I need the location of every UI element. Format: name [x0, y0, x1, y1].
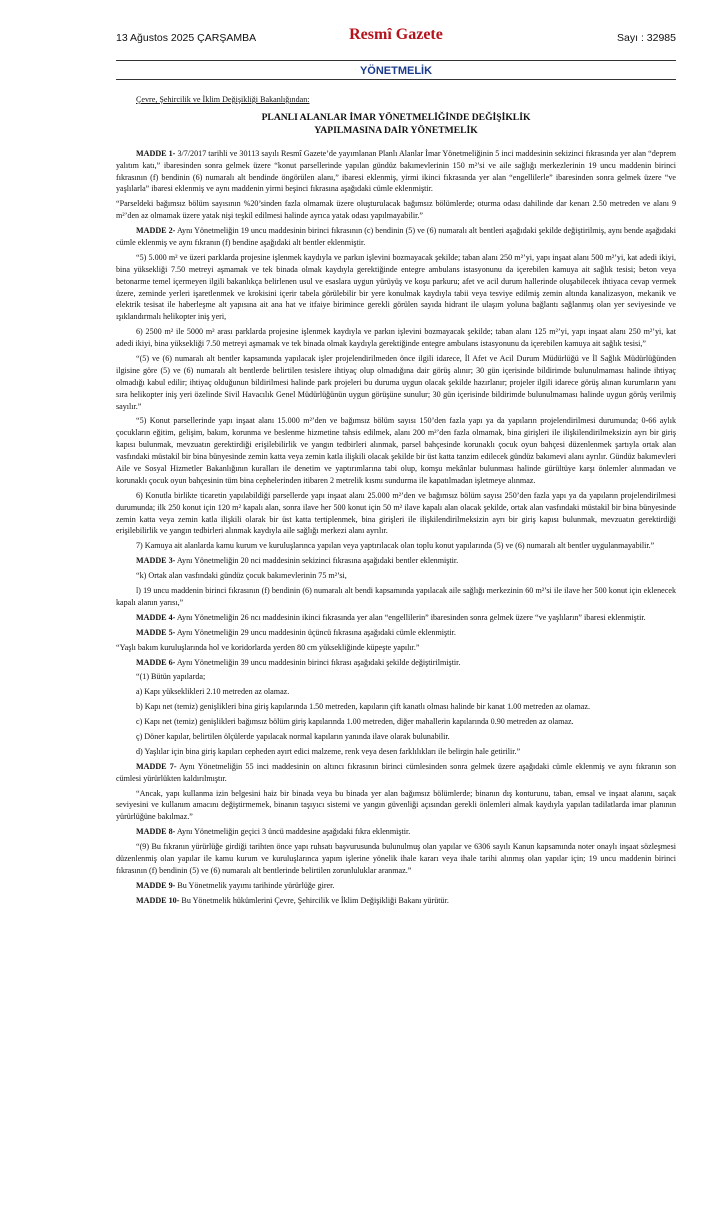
article-number: MADDE 5- — [136, 627, 176, 637]
article-paragraph — [116, 880, 676, 892]
paragraph-text: d) Yaşlılar için bina giriş kapıları cepheden ayırt edici malzeme, renk veya desen farklılıkları ile belirgin hale getirilir.” — [136, 746, 521, 756]
paragraph-text: “k) Ortak alan vasfındaki gündüz çocuk bakımevlerinin 75 m²’si, — [136, 571, 347, 581]
article-number: MADDE 10- — [136, 895, 180, 905]
paragraph-text: Aynı Yönetmeliğin 26 ncı maddesinin ikinci fıkrasında yer alan “engellilerin” ibaresinden sonra gelmek üzere “ve yaşlıların” ibaresi eklenmiştir. — [175, 612, 646, 622]
issue-date: 13 Ağustos 2025 ÇARŞAMBA — [116, 32, 257, 44]
text-paragraph — [116, 731, 676, 743]
article-paragraph — [116, 895, 676, 907]
article-number: MADDE 1- — [136, 148, 176, 158]
paragraph-text: Aynı Yönetmeliğin 19 uncu maddesinin birinci fıkrasının (c) bendinin (5) ve (6) numaralı alt bentleri aşağıdaki şekilde değiştirilmiş, aynı bende aşağıdaki cümle eklenmiş ve aynı fıkranın (f) bendine aşağıdaki alt bentler eklenmiştir. — [116, 226, 676, 247]
article-number: MADDE 4- — [136, 612, 176, 622]
regulation-title-line-2: YAPILMASINA DAİR YÖNETMELİK — [314, 124, 478, 136]
regulation-title-line-1: PLANLI ALANLAR İMAR YÖNETMELİĞİNDE DEĞİŞİKLİK — [261, 111, 531, 123]
text-paragraph — [116, 252, 676, 323]
paragraph-text: 6) Konutla birlikte ticaretin yapılabildiği parsellerde yapı inşaat alanı 25.000 m²’den ve bağımsız bölüm sayısı 250’den fazla yapı ya da yapıların projelendirilmesi durumunda; ilk 250 konut için 120 m² kapalı alan, sonra ilave her 500 konut için 50 m² ilave kapalı alan olacak şekilde, ortak alan vasfındaki müstakil bir bina bünyesinde zemin katta veya zemin katla ilişkili olarak bir üst katta tertiplenmek, bina girişleri ile ilişkilendirilmeksizin ayrı bir giriş kapısı bulunmak, mevzuatın gerektirdiği erişilebilirlik ve yangın tedbirleri alınmak kaydıyla aile sağlığı merkezi alanı ayrılır. — [116, 490, 676, 536]
text-paragraph — [116, 415, 676, 486]
section-label: YÖNETMELİK — [116, 65, 676, 80]
paragraph-text: “(5) ve (6) numaralı alt bentler kapsamında yapılacak işler projelendirilmeden önce ilgili idarece, İl Afet ve Acil Durum Müdürlüğü ve İl Sağlık Müdürlüğünden ilgisine göre (5) ve (6) numaralı alt bentlerde belirtilen tesislere ihtiyaç olup olmadığına dair görüş alınır; 30 gün içerisinde bildirimde bulunulmaması halinde ihtiyaç olmadığı kabul edilir; ihtiyaç olduğunun bildirilmesi halinde park projeleri bu duruma uygun olacak şekilde hazırlanır; projeler ilgili idarece görüş alınan kurumların yanı sıra helikopter iniş yeri özelinde Sivil Havacılık Genel Müdürlüğünün uygun görüşüne sunulur; 30 gün içerisinde bildirimde bulunulmaması halinde uygun görüş verilmiş sayılır.” — [116, 354, 676, 411]
paragraph-text: Bu Yönetmelik hükümlerini Çevre, Şehircilik ve İklim Değişikliği Bakanı yürütür. — [179, 895, 449, 905]
gazette-name: Resmî Gazete — [349, 26, 443, 43]
paragraph-text: Aynı Yönetmeliğin 39 uncu maddesinin birinci fıkrası aşağıdaki şekilde değiştirilmiştir. — [175, 657, 461, 667]
article-number: MADDE 6- — [136, 657, 176, 667]
text-paragraph — [116, 490, 676, 538]
paragraph-text: c) Kapı net (temiz) genişlikleri bağımsız bölüm giriş kapılarında 1.00 metreden, diğer mahallerin kapılarında 0.90 metreden az olamaz. — [136, 717, 574, 727]
text-paragraph — [116, 326, 676, 350]
text-paragraph — [116, 686, 676, 698]
paragraph-text: “Ancak, yapı kullanma izin belgesini haiz bir binada veya bu binada yer alan bağımsız bölümlerde; binanın dış konturunu, taban, emsal ve inşaat alanını, saçak seviyesini ve kullanım amacını değiştirmemek, binanın taşıyıcı sistemi ve yangın güvenliği açısından gerekli önlemleri almak kaydıyla yapılan tadilatlarda imar planının yürürlüğüne bakılmaz.” — [116, 788, 676, 822]
paragraph-text: Aynı Yönetmeliğin geçici 3 üncü maddesine aşağıdaki fıkra eklenmiştir. — [175, 827, 411, 837]
paragraph-text: Aynı Yönetmeliğin 29 uncu maddesinin üçüncü fıkrasına aşağıdaki cümle eklenmiştir. — [175, 627, 456, 637]
text-paragraph — [116, 585, 676, 609]
article-paragraph — [116, 627, 676, 639]
article-paragraph — [116, 148, 676, 196]
paragraph-text: ç) Döner kapılar, belirtilen ölçülerde yapılacak normal kapıların yanında ilave olarak bulunabilir. — [136, 731, 450, 741]
text-paragraph — [116, 540, 676, 552]
paragraph-text: “(1) Bütün yapılarda; — [136, 672, 206, 682]
paragraph-text: “Yaşlı bakım kuruluşlarında hol ve koridorlarda yerden 80 cm yüksekliğinde küpeşte yapılır.” — [116, 642, 420, 652]
document-body — [116, 94, 676, 907]
ministry-name: Çevre, Şehircilik ve İklim Değişikliği Bakanlığından: — [136, 95, 310, 104]
regulation-title — [116, 112, 676, 138]
paragraph-text: Bu Yönetmelik yayımı tarihinde yürürlüğe girer. — [175, 880, 335, 890]
paragraph-text: “5) Konut parsellerinde yapı inşaat alanı 15.000 m²’den ve bağımsız bölüm sayısı 150’den fazla yapı ya da yapıların projelendirilmesi durumunda; 0-66 aylık çocukların eğitim, gelişim, bakım, korunma ve beslenme hizmetine tahsis edilmek, alanı 200 m²’den fazla olmamak, bina girişleri ile ilişkilendirilmeksizin ayrı bir giriş kapısı bulunmak, mevzuatın gerektirdiği erişilebilirlik ve yangın tedbirleri alınmak, parsel bahçesinde korunaklı çocuk oyun bahçesi düzenlenmek şartıyla ortak alan vasfındaki müstakil bir bina bünyesinde zemin katta veya zemin katla ilişkili olacak şekilde bir üst katta tanzim edilecek gündüz bakımevi alanı ayrılır. Gündüz bakımevleri Aile ve Sosyal Hizmetler Bakanlığının kuralları ile denetim ve yaptırımlarına tabi olup, komşu mekânlar bulunması halinde gürültüye karşı önlemler alınmadan ve korunaklı çocuk oyun bahçesinin tüm bina cephelerinden itibaren 2 metrelik kısmı sundurma ile kapatılmadan işletmeye alınmaz. — [116, 416, 676, 485]
article-number: MADDE 3- — [136, 556, 176, 566]
paragraph-text: 3/7/2017 tarihli ve 30113 sayılı Resmî Gazete’de yayımlanan Planlı Alanlar İmar Yönetmeliğinin 5 inci maddesinin sekizinci fıkrasında yer alan “deprem yalıtım katı,” ibaresinden sonra gelmek üzere “konut parsellerinde yapılan gündüz bakımevlerinin 150 m²’si ve aile sağlığı merkezlerinin 19 uncu maddenin birinci fıkrasının (f) bendinin (6) numaralı alt bendinde öngörülen alanı,” ibaresi eklenmiş, yirmi ikinci fıkrasında yer alan “engellilerle” ibaresinden sonra gelmek üzere “ve yaşlılarla” ibaresi eklenmiş ve aynı maddenin yirmi beşinci fıkrasına aşağıdaki cümle eklenmiştir. — [116, 148, 676, 194]
paragraph-text: Aynı Yönetmeliğin 55 inci maddesinin on altıncı fıkrasının birinci cümlesinden sonra gelmek üzere aşağıdaki cümle eklenmiş ve aynı fıkranın son cümlesi yürürlükten kaldırılmıştır. — [116, 761, 677, 783]
paragraph-text: “(9) Bu fıkranın yürürlüğe girdiği tarihten önce yapı ruhsatı başvurusunda bulunulmuş olan yapılar ve 6306 sayılı Kanun kapsamında noter onaylı inşaat sözleşmesi düzenlenmiş olan yapılar ile kamu kurum ve kuruluşlarınca yapım işlerine yönelik ihale kararı veya ihale tarihi alınmış olan yapılar için; 19 uncu maddenin birinci fıkrasının (f) bendinin (5) ve (6) numaralı alt bentlerinde belirtilen zorunluluklar aranmaz.” — [116, 842, 676, 875]
text-paragraph — [116, 746, 676, 758]
paragraph-text: 6) 2500 m² ile 5000 m² arası parklarda projesine işlenmek kaydıyla ve parkın işlevini bozmayacak şekilde; taban alanı 125 m²’yi, yapı inşaat alanı 250 m²’yi, kat adedi ikiyi, bina yüksekliği 7.50 metreyi aşmamak ve tek binada olmak kaydıyla gerektiğinde entegre ambulans istasyonunu da içerebilen kamuya ait sağlık tesisi,” — [116, 327, 676, 349]
text-paragraph — [116, 701, 676, 713]
text-paragraph — [116, 570, 676, 582]
text-paragraph — [116, 788, 676, 824]
paragraph-text: a) Kapı yükseklikleri 2.10 metreden az olamaz. — [136, 687, 290, 697]
text-paragraph — [116, 841, 676, 877]
article-paragraph — [116, 826, 676, 838]
gazette-page — [0, 26, 708, 1226]
article-paragraph — [116, 657, 676, 669]
paragraph-text: l) 19 uncu maddenin birinci fıkrasının (f) bendinin (6) numaralı alt bendi kapsamında yapılacak aile sağlığı merkezinin 60 m²’si ile ilave her 500 konut için eklenecek kapalı alanın yarısı,” — [116, 586, 676, 607]
text-paragraph — [116, 671, 676, 683]
paragraph-text: Aynı Yönetmeliğin 20 nci maddesinin sekizinci fıkrasına aşağıdaki bentler eklenmiştir. — [175, 556, 459, 566]
article-number: MADDE 7- — [136, 761, 177, 771]
paragraph-text: b) Kapı net (temiz) genişlikleri bina giriş kapılarında 1.50 metreden, kapıların çift kanatlı olması halinde bir kanat 1.00 metreden az olamaz. — [136, 702, 590, 712]
paragraph-text: 7) Kamuya ait alanlarda kamu kurum ve kuruluşlarınca yapılan veya yaptırılacak olan toplu konut yapılarında (5) ve (6) numaralı alt bentler uygulanmayabilir.” — [136, 541, 655, 551]
article-list — [116, 148, 676, 907]
text-paragraph — [116, 716, 676, 728]
article-number: MADDE 2- — [136, 226, 176, 236]
text-paragraph — [116, 198, 676, 222]
paragraph-text: “5) 5.000 m² ve üzeri parklarda projesine işlenmek kaydıyla ve parkın işlevini bozmayacak şekilde; taban alanı 250 m²’yi, yapı inşaat alanı 500 m²’yi, kat adedi ikiyi, bina yüksekliği 7.50 metreyi aşmamak ve tek binada olmak kaydıyla gerektiğinde entegre ambulans istasyonunu da içerebilen kamuya ait sağlık tesisi; beton veya betonarme temel içermeyen ilgili bakanlıkça belirlenen usul ve esaslara uygun yürüyüş ve koşu parkuru; afet ve acil durum hallerinde oluşabilecek ihtiyaca cevap vermek üzere, zeminde yerleri işaretlenmek ve krokisini içerir tabela görülebilir bir yere konulmak kaydıyla tabii veya tesviye edilmiş zemin altında kanalizasyon, mekanik ve elektrik tesisat ile haberleşme alt yapısına ait ana hat ve itfaiye birimince gerekli görülen sayıda hidrant ile ulaşım yoluna bağlantı sağlanmış olan yer seviyesinde ve ışıklandırmalı helikopter iniş yeri, — [116, 252, 676, 322]
paragraph-text: “Parseldeki bağımsız bölüm sayısının %20’sinden fazla olmamak üzere oluşturulacak bağımsız bölümlerde; oturma odası dahilinde dar kenarı 2.50 metreden ve alanı 9 m²’den az olmamak üzere yatak nişi teşkil edilmesi halinde ayrıca yatak odası yapılmayabilir.” — [116, 199, 676, 221]
text-paragraph — [116, 353, 676, 412]
article-paragraph — [116, 225, 676, 249]
article-number: MADDE 8- — [136, 827, 176, 837]
article-paragraph — [116, 761, 676, 785]
gazette-header — [116, 26, 676, 61]
article-paragraph — [116, 555, 676, 567]
article-number: MADDE 9- — [136, 880, 176, 890]
article-paragraph — [116, 612, 676, 624]
issue-number: Sayı : 32985 — [617, 32, 676, 44]
text-paragraph — [116, 642, 676, 654]
